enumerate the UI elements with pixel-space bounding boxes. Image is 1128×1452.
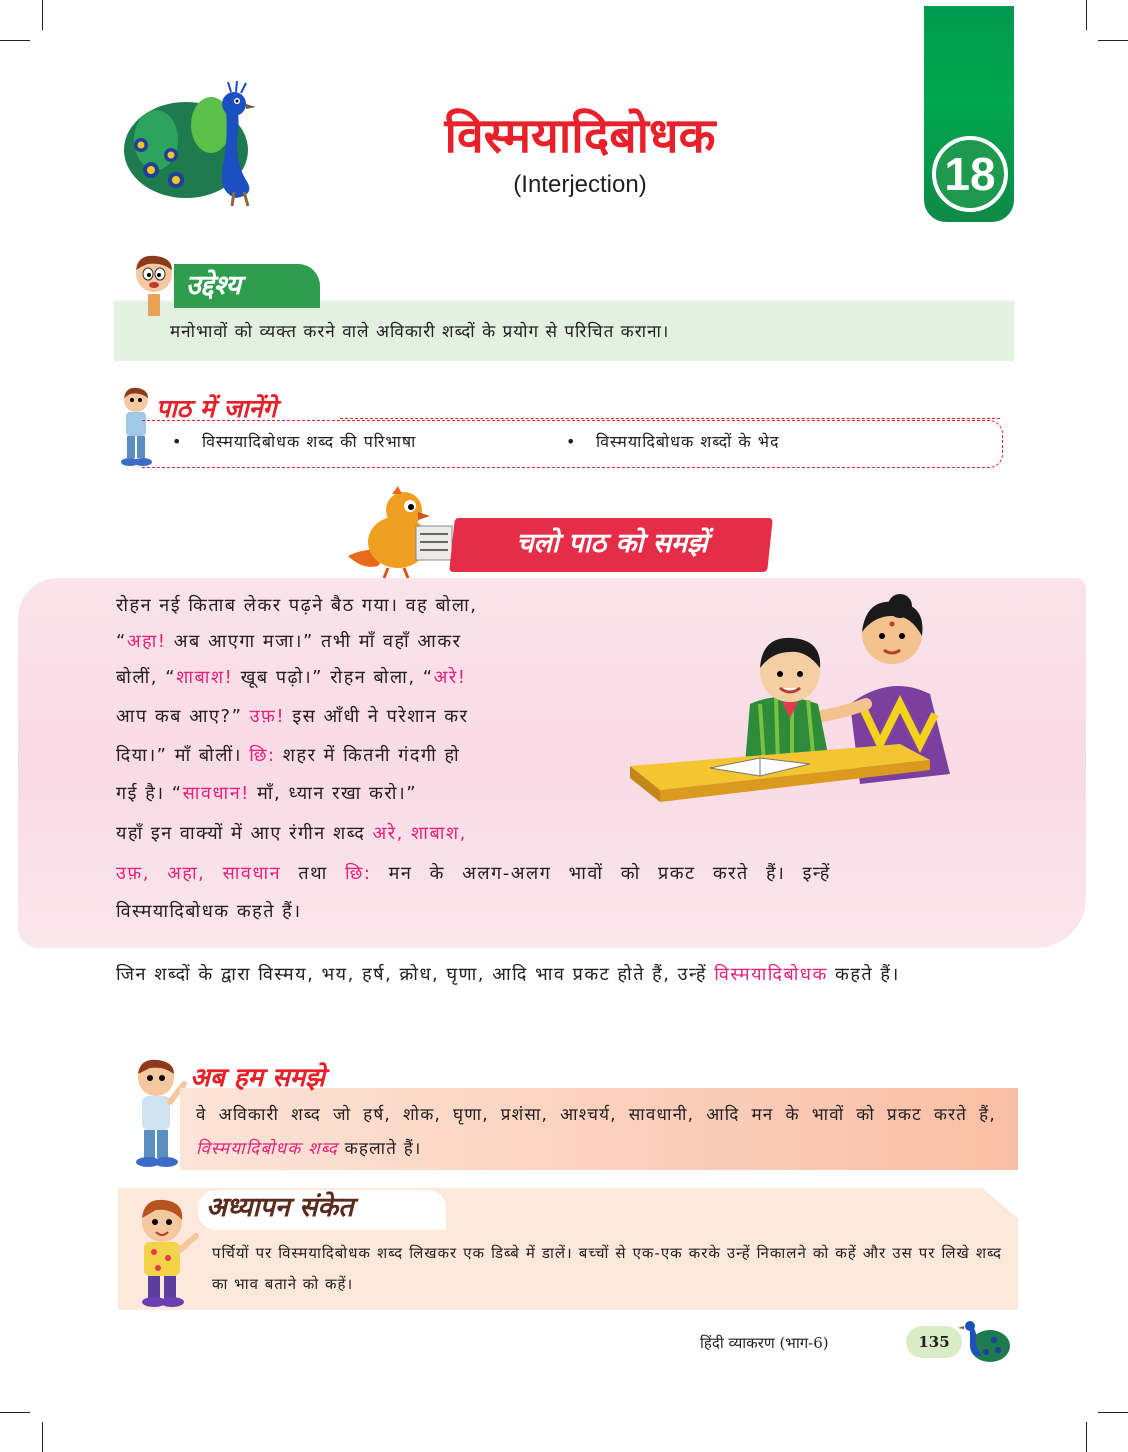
text-run: कहते हैं। bbox=[827, 964, 900, 985]
footer-book-title: हिंदी व्याकरण (भाग-6) bbox=[700, 1334, 829, 1352]
boy-mascot-icon bbox=[128, 252, 182, 318]
text-run: तथा bbox=[281, 863, 346, 884]
learn-item bbox=[172, 428, 416, 456]
learn-item bbox=[566, 428, 779, 456]
text-run: यहाँ इन वाक्यों में आए रंगीन शब्द bbox=[116, 823, 373, 844]
interjection-word: छि: bbox=[345, 863, 372, 884]
understand-heading: अब हम समझे bbox=[190, 1063, 325, 1093]
story-line bbox=[116, 624, 462, 660]
text-run: दिया।” माँ बोलीं। bbox=[116, 745, 250, 766]
crop-mark bbox=[1098, 1412, 1128, 1413]
bullet: • bbox=[566, 432, 577, 451]
story-line bbox=[116, 738, 460, 774]
chapter-number: 18 bbox=[936, 140, 1004, 208]
teaching-hint-text: पर्चियों पर विस्मयादिबोधक शब्द लिखकर एक डिब्बे में डालें। बच्चों से एक-एक करके उन्हें निकालने को कहें और उस पर लिखे शब्द का भाव बताने को कहें। bbox=[212, 1244, 1002, 1293]
text-run: मन के अलग-अलग भावों को प्रकट करते हैं। इन्हें bbox=[371, 863, 831, 884]
text-run: गई है। “ bbox=[116, 783, 183, 804]
story-line bbox=[116, 660, 466, 696]
text-run: शहर में कितनी गंदगी हो bbox=[275, 745, 461, 766]
interjection-word: सावधान! bbox=[182, 783, 250, 804]
crop-mark bbox=[0, 1412, 30, 1413]
interjection-word: अरे! bbox=[433, 667, 467, 688]
text-run: बोलीं, “ bbox=[116, 667, 177, 688]
crop-mark bbox=[1098, 40, 1128, 41]
understand-text bbox=[196, 1098, 996, 1166]
interjection-word: अहा! bbox=[126, 631, 167, 652]
interjection-word: छि: bbox=[249, 745, 276, 766]
text-run: इस आँधी ने परेशान कर bbox=[285, 706, 469, 727]
definition-paragraph bbox=[116, 956, 1016, 994]
story-line: विस्मयादिबोधक कहते हैं। bbox=[116, 901, 302, 922]
peacock-icon bbox=[956, 1316, 1012, 1366]
story-line bbox=[116, 776, 417, 812]
interjection-word: शाबाश! bbox=[176, 667, 234, 688]
section-banner-text: चलो पाठ को समझें bbox=[516, 528, 708, 559]
crop-mark bbox=[42, 0, 43, 30]
crop-mark bbox=[0, 40, 30, 41]
chapter-number-badge bbox=[932, 136, 1008, 212]
story-line bbox=[116, 699, 469, 735]
crop-mark bbox=[1086, 0, 1087, 30]
key-term: विस्मयादिबोधक bbox=[714, 964, 828, 985]
page-subtitle: (Interjection) bbox=[513, 171, 647, 198]
peacock-icon bbox=[116, 80, 286, 210]
learn-divider bbox=[340, 418, 1000, 419]
text-run: जिन शब्दों के द्वारा विस्मय, भय, हर्ष, क्रोध, घृणा, आदि भाव प्रकट होते हैं, उन्हें bbox=[116, 964, 715, 985]
page-number: 135 bbox=[906, 1326, 962, 1358]
learn-item-text: विस्मयादिबोधक शब्दों के भेद bbox=[596, 432, 780, 451]
learn-heading: पाठ में जानेंगे bbox=[156, 394, 277, 423]
mother-son-study-illustration bbox=[630, 594, 960, 806]
text-run: खूब पढ़ो।” रोहन बोला, “ bbox=[233, 667, 434, 688]
crop-mark bbox=[42, 1422, 43, 1452]
interjection-word: उफ़! bbox=[249, 706, 286, 727]
story-line: रोहन नई किताब लेकर पढ़ने बैठ गया। वह बोला, bbox=[116, 595, 478, 616]
bird-reading-icon bbox=[338, 486, 460, 582]
text-run: अब आएगा मजा।” तभी माँ वहाँ आकर bbox=[166, 631, 462, 652]
boy-mascot-icon bbox=[130, 1196, 204, 1310]
text-run: “ bbox=[116, 631, 127, 652]
text-run: आप कब आए?” bbox=[116, 706, 250, 727]
learn-item-text: विस्मयादिबोधक शब्द की परिभाषा bbox=[202, 432, 417, 451]
bullet: • bbox=[172, 432, 183, 451]
story-line bbox=[116, 856, 1016, 892]
page-title: विस्मयादिबोधक bbox=[444, 108, 716, 164]
text-run: कहलाते हैं। bbox=[338, 1139, 422, 1159]
interjection-word: उफ़, अहा, सावधान bbox=[116, 863, 282, 884]
interjection-word: अरे, शाबाश, bbox=[372, 823, 467, 844]
key-term: विस्मयादिबोधक शब्द bbox=[196, 1139, 338, 1159]
text-run: माँ, ध्यान रखा करो।” bbox=[249, 783, 418, 804]
objective-heading: उद्देश्य bbox=[186, 270, 241, 301]
text-run: वे अविकारी शब्द जो हर्ष, शोक, घृणा, प्रशंसा, आश्चर्य, सावधानी, आदि मन के भावों को प्रकट करते हैं, bbox=[196, 1105, 996, 1125]
teaching-hint-heading: अध्यापन संकेत bbox=[206, 1192, 354, 1223]
crop-mark bbox=[1086, 1422, 1087, 1452]
story-line bbox=[116, 816, 467, 852]
objective-text: मनोभावों को व्यक्त करने वाले अविकारी शब्दों के प्रयोग से परिचित कराना। bbox=[170, 322, 670, 342]
